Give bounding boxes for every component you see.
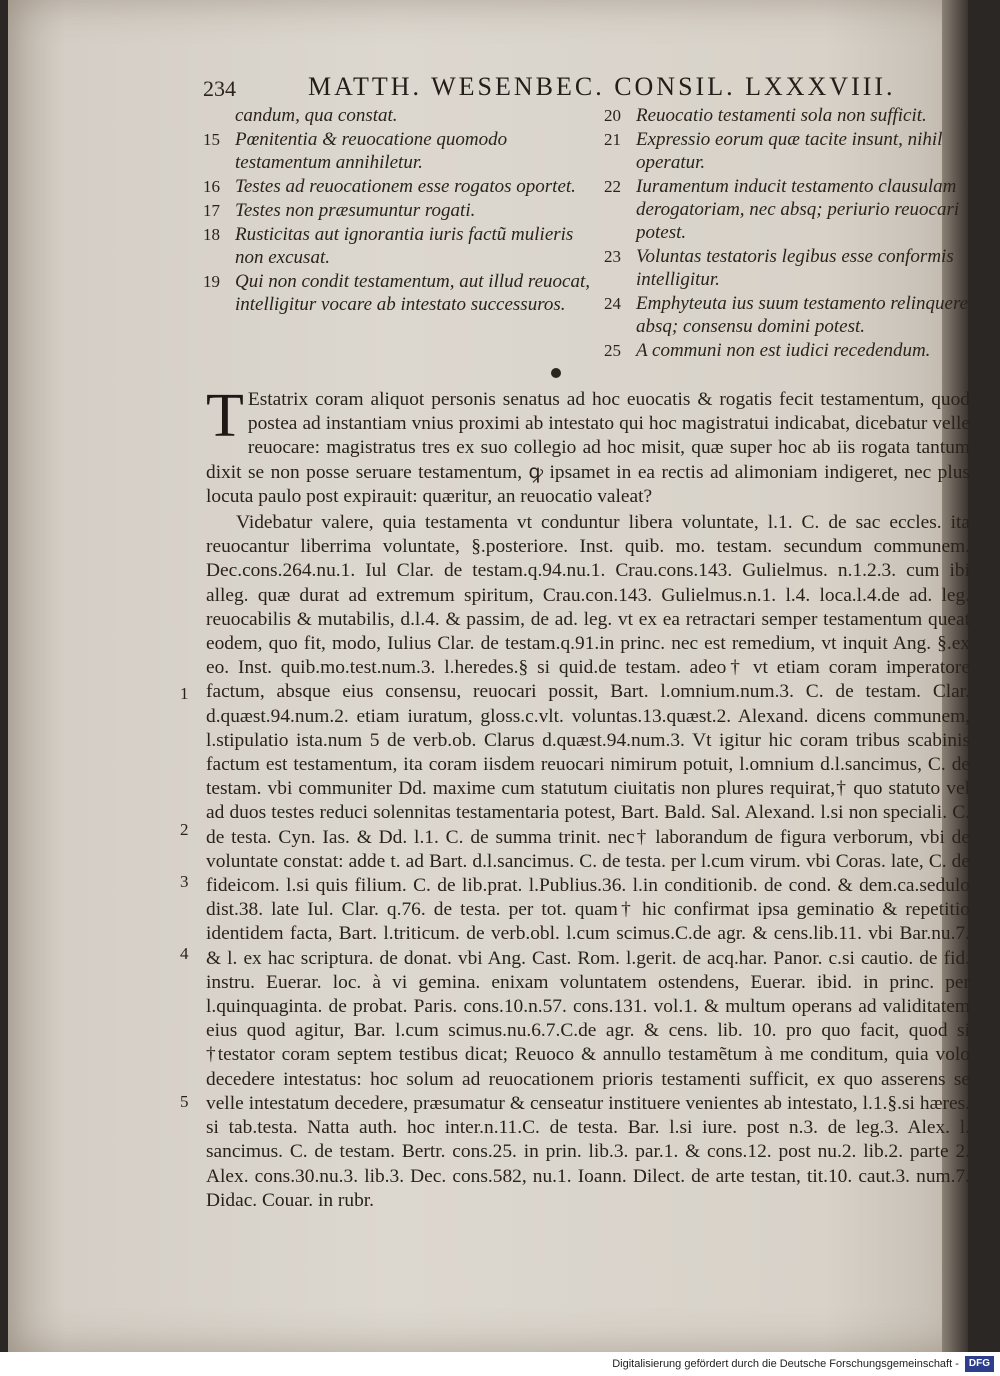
margin-number: 4	[180, 944, 189, 963]
margin-number: 5	[180, 1092, 189, 1111]
summary-item: 15 Pœnitentia & reuocatione quomodo testamentum annihiletur.	[203, 129, 508, 173]
summary-item: candum, qua constat.	[235, 105, 398, 126]
summary-item: 18 Rusticitas aut ignorantia iuris factũ mulieris non excusat.	[203, 224, 574, 268]
ornament-dot	[551, 368, 561, 378]
summary-item: 23 Voluntas testatoris legibus esse conformis intelligitur.	[604, 246, 954, 290]
summary-item: 24 Emphyteuta ius suum testamento relinquere absq; consensu domini potest.	[604, 293, 969, 337]
paragraph-case: T Estatrix coram aliquot personis senatus ad hoc euocatis & rogatis fecit testamentum, quod postea ad instantiam vnius proximi ab intestato qui hoc magistratui indicabat, dicebatur velle reuocare: magistratus tres ex suo collegio ad hoc misit, quæ super hoc ab iis rogata tantum dixit se non posse seruare testamentum, ꝙ ipsamet in ea rectis ad alimoniam indigeret, nec plus locuta paulo post expirauit: quæritur, an reuocatio valeat?	[206, 382, 970, 507]
main-text	[206, 382, 970, 1213]
footer-credit: Digitalisierung gefördert durch die Deutsche Forschungsgemeinschaft -	[612, 1358, 959, 1370]
digitization-footer	[0, 1352, 1000, 1376]
summary-item: 16 Testes ad reuocationem esse rogatos oportet.	[203, 176, 576, 197]
dfg-logo: DFG	[965, 1356, 994, 1372]
book-page	[8, 0, 968, 1352]
summary-item: 17 Testes non præsumuntur rogati.	[203, 200, 476, 221]
summary-left-column	[203, 104, 593, 317]
drop-cap: T	[206, 382, 244, 450]
summary-item: 20 Reuocatio testamenti sola non sufficit.	[604, 105, 927, 126]
page-number: 234	[203, 76, 236, 101]
margin-number: 2	[180, 820, 189, 839]
summary-right-column	[604, 104, 976, 363]
margin-number: 3	[180, 872, 189, 891]
summary-item: 21 Expressio eorum quæ tacite insunt, nihil operatur.	[604, 129, 943, 173]
summary-item: 22 Iuramentum inducit testamento clausulam derogatoriam, nec absq; periurio reuocari potest.	[604, 176, 960, 243]
running-title: MATTH. WESENBEC. CONSIL. LXXXVIII.	[308, 72, 896, 101]
paragraph-argument: Videbatur valere, quia testamenta vt conduntur libera voluntate, l.1. C. de sac eccles. ita reuocantur liberrima voluntate, §.posteriore. Inst. quib. mo. testam. secundum communem. Dec.cons.264.nu.1. Iul Clar. de testam.q.94.nu.1. Crau.cons.143. Gulielmus. n.1.2.3. cum ibi alleg. quæ durat ad extremum spiritum, Crau.con.143. Gulielmus.n.1. l.4. loca.l.4.de ad. leg. reuocabilis & mutabilis, d.l.4. & passim, de ad. leg. vt ex ea retractari semper testamentum queat eodem, quo fit, modo, Iulius Clar. de testam.q.91.in princ. nec est remedium, vt inquit Ang. §.ex eo. Inst. quib.mo.test.num.3. l.heredes.§ si quid.de testam. adeo† vt etiam coram imperatore factum, absque eius consensu, reuocari possit, Bart. l.omnium.num.3. C. de testam. Clar. d.quæst.94.num.2. etiam iuratum, gloss.c.vlt. voluntas.13.quæst.2. Alexand. dicens communem, l.stipulatio ista.num 5 de verb.ob. Clarus d.quæst.94.num.3. Vt igitur hic coram tribus scabinis factum est testamentum, ita coram iisdem reuocari nimirum potuit, l.omnium d.l.sancimus, C. de testam. vbi communiter Dd. maxime cum statutum ciuitatis non plures requirat,† quo statuto vel ad duos testes reduci solennitas testamentaria potest, Bart. Bald. Sal. Alexand. l.si non speciali. C. de testa. Cyn. Ias. & Dd. l.1. C. de summa trinit. nec† laborandum de figura verborum, vbi de voluntate constat: adde t. ad Bart. d.l.sancimus. C. de testa. per l.cum virum. vbi Coras. late, C. de fideicom. l.si quis filium. C. de lib.prat. l.Publius.36. l.in conditionib. de cond. & dem.ca.sedulo dist.38. late Iul. Clar. q.76. de testa. per tot. quam† hic confirmat ipsa geminatio & repetitio identidem facta, Bart. l.triticum. de verb.obl. l.cum scimus.C.de agr. & cens.lib.11. vbi Bar.nu.7. & l. ex hac scriptura. de donat. vbi Ang. Cast. Rom. l.gerit. de acq.har. Panor. c.si cautio. de fid. instru. Euerar. loc. à vi gemina. enixam voluntatem ostendens, Euerar. ibid. in princ. per l.quinquaginta. de probat. Paris. cons.10.n.57. cons.131. vol.1. & multum operans ad validitatem eius quod agitur, Bar. l.cum scimus.nu.6.7.C.de agr. & cens. lib. 10. pro quo facit, quod si †testator coram septem testibus dicat; Reuoco & annullo testamẽtum à me conditum, quia volo decedere intestatus: hoc solum ad reuocationem prioris testamenti sufficit, ex quo asserens se velle intestatum decedere, præsumatur & censeatur instituere venientes ab intestato, l.1.§.si hæres. si tab.testa. Natta auth. hoc inter.n.11.C. de testa. Bar. l.si iure. post n.3. de leg.3. Alex. l. sancimus. C. de testam. Bertr. cons.25. in prin. lib.3. par.1. & cons.12. post nu.2. lib.2. parte 2. Alex. cons.30.nu.3. lib.3. Dec. cons.582, nu.1. Ioann. Dilect. de arte testan, tit.10. caut.3. num.7. Didac. Couar. in rubr.	[206, 512, 970, 1211]
summary-item: 25 A communi non est iudici recedendum.	[604, 340, 931, 361]
margin-number: 1	[180, 684, 189, 703]
summary-item: 19 Qui non condit testamentum, aut illud reuocat, intelligitur vocare ab intestato successuros.	[203, 271, 590, 315]
page-header	[8, 70, 968, 106]
